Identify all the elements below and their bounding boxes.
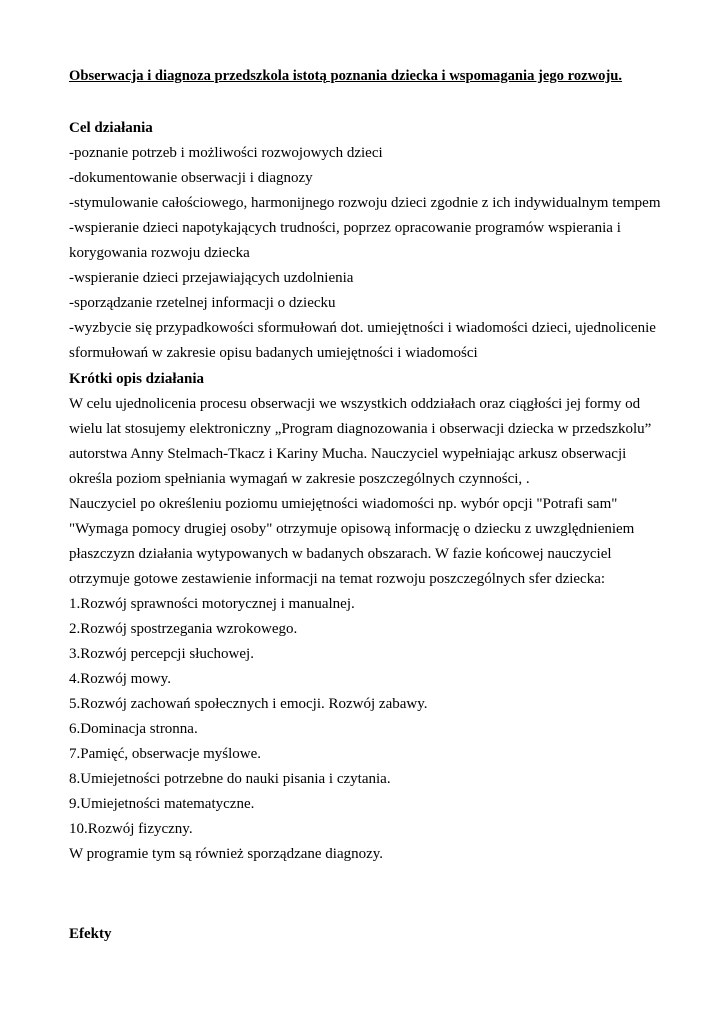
document-title: Obserwacja i diagnoza przedszkola istotą poznania dziecka i wspomagania jego rozwoju. xyxy=(69,68,623,84)
description-line: W programie tym są również sporządzane diagnozy. xyxy=(69,846,384,862)
list-item: 1.Rozwój sprawności motorycznej i manualnej. xyxy=(69,596,355,612)
description-line: W celu ujednolicenia procesu obserwacji we wszystkich oddziałach oraz ciągłości jej formy od xyxy=(69,396,641,412)
goal-line: -poznanie potrzeb i możliwości rozwojowych dzieci xyxy=(69,145,383,161)
goal-line: -dokumentowanie obserwacji i diagnozy xyxy=(69,170,313,186)
description-line: wielu lat stosujemy elektroniczny „Program diagnozowania i obserwacji dziecka w przedszkolu” xyxy=(69,421,652,437)
goals-heading: Cel działania xyxy=(69,120,153,136)
description-line: określa poziom spełniania wymagań w zakresie poszczególnych czynności, . xyxy=(69,471,530,487)
list-item: 5.Rozwój zachowań społecznych i emocji. Rozwój zabawy. xyxy=(69,696,428,712)
goals-section xyxy=(69,116,709,366)
description-line: autorstwa Anny Stelmach-Tkacz i Kariny Mucha. Nauczyciel wypełniając arkusz obserwacji xyxy=(69,446,627,462)
effects-heading: Efekty xyxy=(69,926,112,942)
list-item: 10.Rozwój fizyczny. xyxy=(69,821,193,837)
list-item: 3.Rozwój percepcji słuchowej. xyxy=(69,646,254,662)
goal-line: korygowania rozwoju dziecka xyxy=(69,245,250,261)
list-item: 2.Rozwój spostrzegania wzrokowego. xyxy=(69,621,298,637)
list-item: 4.Rozwój mowy. xyxy=(69,671,171,687)
goal-line: -wyzbycie się przypadkowości sformułowań dot. umiejętności i wiadomości dzieci, ujednolicenie xyxy=(69,320,656,336)
description-heading: Krótki opis działania xyxy=(69,371,205,387)
list-item: 6.Dominacja stronna. xyxy=(69,721,198,737)
list-item: 8.Umiejetności potrzebne do nauki pisania i czytania. xyxy=(69,771,391,787)
goal-line: sformułowań w zakresie opisu badanych umiejętności i wiadomości xyxy=(69,345,478,361)
goal-line: -stymulowanie całościowego, harmonijnego rozwoju dzieci zgodnie z ich indywidualnym tempem xyxy=(69,195,661,211)
description-section xyxy=(69,367,709,867)
description-line: Nauczyciel po określeniu poziomu umiejętności wiadomości np. wybór opcji "Potrafi sam" xyxy=(69,496,618,512)
description-line: otrzymuje gotowe zestawienie informacji na temat rozwoju poszczególnych sfer dziecka: xyxy=(69,571,606,587)
goal-line: -wspieranie dzieci przejawiających uzdolnienia xyxy=(69,270,354,286)
list-item: 9.Umiejetności matematyczne. xyxy=(69,796,255,812)
list-item: 7.Pamięć, obserwacje myślowe. xyxy=(69,746,262,762)
description-line: płaszczyzn działania wytypowanych w badanych obszarach. W fazie końcowej nauczyciel xyxy=(69,546,612,562)
description-line: "Wymaga pomocy drugiej osoby" otrzymuje opisową informację o dziecku z uwzględnieniem xyxy=(69,521,635,537)
goal-line: -wspieranie dzieci napotykających trudności, poprzez opracowanie programów wspierania i xyxy=(69,220,621,236)
goal-line: -sporządzanie rzetelnej informacji o dziecku xyxy=(69,295,336,311)
